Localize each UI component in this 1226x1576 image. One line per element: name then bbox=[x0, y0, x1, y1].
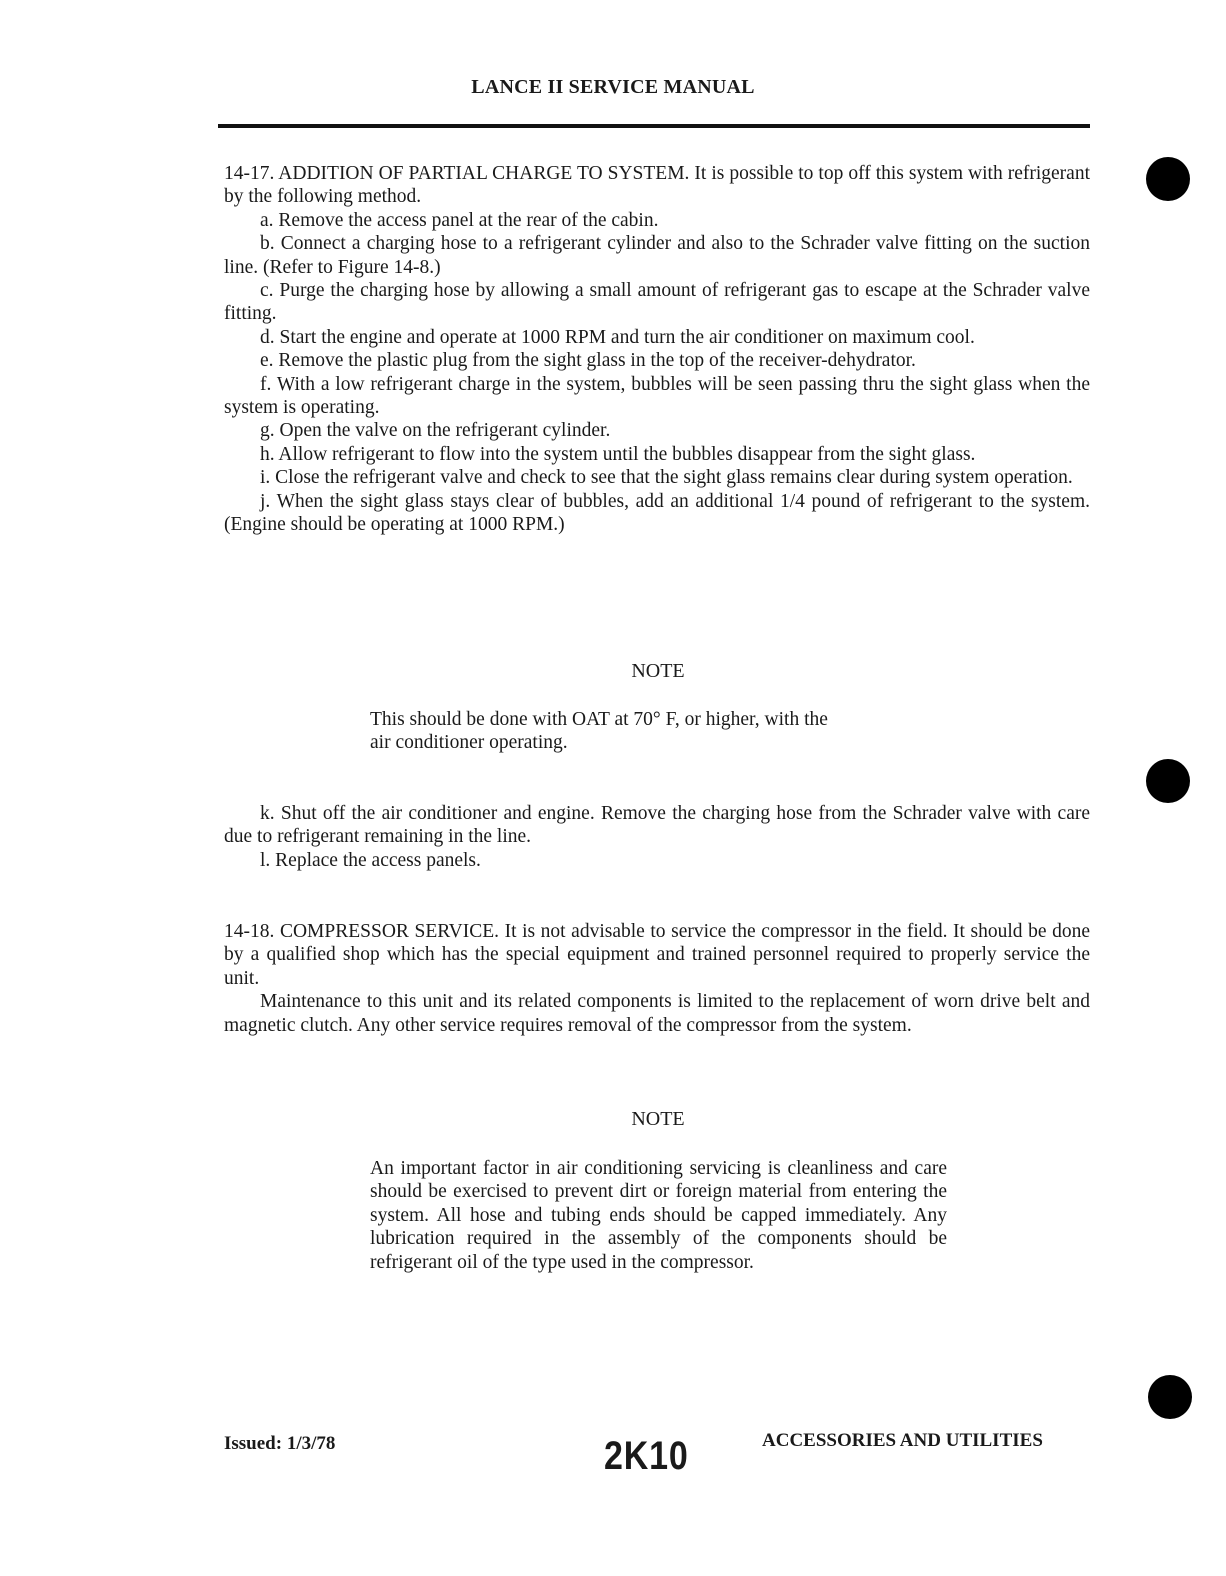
section-14-17-continued bbox=[224, 802, 1090, 872]
step-i: i. Close the refrigerant valve and check to see that the sight glass remains clear during system operation. bbox=[260, 467, 1073, 489]
note-1-text bbox=[370, 708, 947, 755]
step-b: b. Connect a charging hose to a refrigerant cylinder and also to the Schrader valve fitting on the suction line. (Refer to Figure 14-8.) bbox=[224, 233, 1090, 278]
step-h: h. Allow refrigerant to flow into the system until the bubbles disappear from the sight glass. bbox=[260, 443, 976, 465]
section-name: ACCESSORIES AND UTILITIES bbox=[762, 1430, 1043, 1451]
paragraph: 14-17. ADDITION OF PARTIAL CHARGE TO SYSTEM. It is possible to top off this system with refrigerant by the following method. bbox=[224, 163, 1090, 208]
note-1-line: air conditioner operating. bbox=[370, 732, 568, 754]
step-e: e. Remove the plastic plug from the sight glass in the top of the receiver-dehydrator. bbox=[260, 350, 916, 372]
note-1-line: This should be done with OAT at 70° F, or higher, with the bbox=[370, 709, 828, 730]
issued-label: Issued: bbox=[224, 1433, 283, 1454]
note-2-title: NOTE bbox=[631, 1108, 685, 1130]
step-a: a. Remove the access panel at the rear of the cabin. bbox=[260, 209, 659, 231]
section-14-18 bbox=[224, 920, 1090, 1037]
note-1-title: NOTE bbox=[631, 660, 685, 682]
step-d: d. Start the engine and operate at 1000 RPM and turn the air conditioner on maximum cool. bbox=[260, 326, 975, 348]
step-g: g. Open the valve on the refrigerant cylinder. bbox=[260, 420, 611, 442]
step-k: k. Shut off the air conditioner and engine. Remove the charging hose from the Schrader valve with care due to refrigerant remaining in the line. bbox=[224, 803, 1090, 848]
step-c: c. Purge the charging hose by allowing a small amount of refrigerant gas to escape at the Schrader valve fitting. bbox=[224, 280, 1090, 325]
note-2-text: An important factor in air conditioning servicing is cleanliness and care should be exercised to prevent dirt or foreign material from entering the system. All hose and tubing ends should be capped immediately. Any lubrication required in the assembly of the components should be refrigerant oil of the type used in the compressor. bbox=[370, 1158, 947, 1273]
page-header bbox=[0, 76, 1226, 99]
issued-value: 1/3/78 bbox=[286, 1433, 336, 1454]
issued-date bbox=[224, 1433, 335, 1455]
header-rule bbox=[218, 124, 1090, 128]
step-j: j. When the sight glass stays clear of bubbles, add an additional 1/4 pound of refrigerant to the system. (Engine should be operating at 1000 RPM.) bbox=[224, 490, 1090, 536]
fiche-number: 2K10 bbox=[604, 1434, 689, 1478]
binder-hole-icon bbox=[1146, 157, 1190, 201]
step-l: l. Replace the access panels. bbox=[260, 849, 481, 871]
paragraph: 14-18. COMPRESSOR SERVICE. It is not advisable to service the compressor in the field. It should be done by a qualified shop which has the special equipment and trained personnel required to properly service the unit. bbox=[224, 921, 1090, 989]
section-14-17 bbox=[224, 162, 1090, 537]
binder-hole-icon bbox=[1146, 759, 1190, 803]
manual-title: LANCE II SERVICE MANUAL bbox=[471, 76, 755, 98]
step-f: f. With a low refrigerant charge in the system, bubbles will be seen passing thru the sight glass when the system is operating. bbox=[224, 373, 1090, 419]
binder-hole-icon bbox=[1148, 1375, 1192, 1419]
paragraph: Maintenance to this unit and its related components is limited to the replacement of worn drive belt and magnetic clutch. Any other service requires removal of the compressor from the system. bbox=[224, 991, 1090, 1036]
